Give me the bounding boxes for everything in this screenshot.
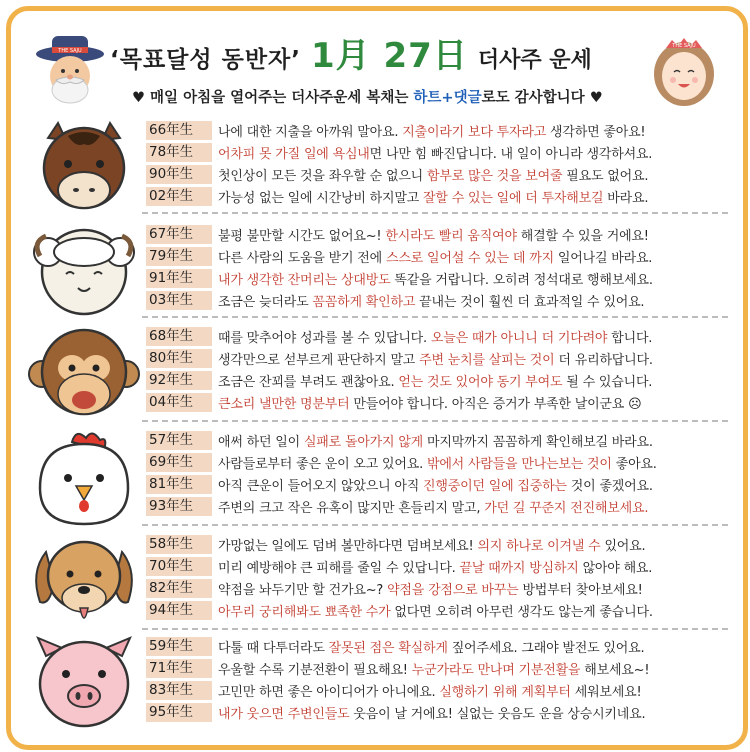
birth-year: 83年生 bbox=[146, 681, 212, 700]
dog-icon bbox=[28, 532, 140, 632]
fortune-text: 어차피 못 가질 일에 욕심내면 나만 힘 빠진답니다. 내 일이 아니라 생각하셔요. bbox=[218, 146, 653, 162]
pig-icon bbox=[28, 634, 140, 734]
birth-year: 79年生 bbox=[146, 247, 212, 266]
rooster-icon bbox=[28, 428, 140, 528]
fortune-section-horse bbox=[28, 118, 728, 218]
fortune-text: 주변의 크고 작은 유혹이 많지만 흔들리지 말고, 가던 길 꾸준지 전진해보세요. bbox=[218, 500, 649, 516]
birth-year: 80年生 bbox=[146, 349, 212, 368]
title-prefix: ‘목표달성 동반자’ bbox=[110, 47, 302, 73]
birth-year: 67年生 bbox=[146, 225, 212, 244]
fortune-row bbox=[146, 658, 649, 678]
title-date: 1月 27日 bbox=[311, 36, 468, 76]
birth-year: 90年生 bbox=[146, 165, 212, 184]
fortune-text: 가능성 없는 일에 시간낭비 하지말고 잘할 수 있는 일에 더 투자해보길 바라요. bbox=[218, 190, 649, 206]
fortune-text: 큰소리 낼만한 명분부터 만들어야 합니다. 아직은 증거가 부족한 날이군요 ☹ bbox=[218, 396, 642, 412]
fortune-text: 조금은 잔꾀를 부려도 괜찮아요. 얻는 것도 있어야 동기 부여도 될 수 있습니다. bbox=[218, 374, 653, 390]
fortune-text: 고민만 하면 좋은 아이디어가 아니에요. 실행하기 위해 계획부터 세워보세요! bbox=[218, 684, 642, 700]
section-divider bbox=[142, 524, 728, 526]
birth-year: 69年生 bbox=[146, 453, 212, 472]
fortune-row bbox=[146, 430, 653, 450]
fortune-row bbox=[146, 326, 652, 346]
birth-year: 82年生 bbox=[146, 579, 212, 598]
fortune-text: 아무리 궁리해봐도 뾰족한 수가 없다면 오히려 아무런 생각도 않는게 좋습니다. bbox=[218, 604, 653, 620]
fortune-row bbox=[146, 556, 652, 576]
monkey-icon bbox=[28, 324, 140, 424]
fortune-text: 내가 생각한 잔머리는 상대방도 똑같을 거랍니다. 오히려 정석대로 행해보세요. bbox=[218, 272, 653, 288]
birth-year: 57年生 bbox=[146, 431, 212, 450]
section-divider bbox=[142, 316, 728, 318]
fortune-section-monkey bbox=[28, 324, 728, 424]
fortune-row bbox=[146, 268, 653, 288]
fortune-text: 내가 웃으면 주변인들도 웃음이 날 거에요! 실없는 웃음도 운을 상승시키네요. bbox=[218, 706, 646, 722]
birth-year: 91年生 bbox=[146, 269, 212, 288]
fortune-section-pig bbox=[28, 634, 728, 734]
fortune-row bbox=[146, 392, 641, 412]
fortune-text: 조금은 늦더라도 꼼꼼하게 확인하고 끝내는 것이 훨씬 더 효과적일 수 있어요. bbox=[218, 294, 645, 310]
birth-year: 04年生 bbox=[146, 393, 212, 412]
header bbox=[0, 0, 750, 110]
birth-year: 92年生 bbox=[146, 371, 212, 390]
subtitle-before: ♥ 매일 아침을 열어주는 더사주운세 복채는 bbox=[132, 90, 414, 106]
subtitle-after: 로도 감사합니다 ♥ bbox=[481, 90, 603, 106]
section-divider bbox=[142, 628, 728, 630]
birth-year: 68年生 bbox=[146, 327, 212, 346]
fortune-row bbox=[146, 246, 652, 266]
fortune-row bbox=[146, 534, 645, 554]
birth-year: 81年生 bbox=[146, 475, 212, 494]
birth-year: 66年生 bbox=[146, 121, 212, 140]
fortune-teller-man-icon bbox=[34, 34, 106, 106]
fortune-text: 나에 대한 지출을 아까워 말아요. 지출이라기 보다 투자라고 생각하면 좋아요! bbox=[218, 124, 646, 140]
fortune-row bbox=[146, 370, 652, 390]
right-badge-text: THE SAJU bbox=[672, 43, 696, 49]
fortune-text: 미리 예방해야 큰 피해를 줄일 수 있답니다. 끝날 때까지 방심하지 않아야 해요. bbox=[218, 560, 653, 576]
fortune-row bbox=[146, 680, 642, 700]
birth-year: 95年生 bbox=[146, 703, 212, 722]
fortune-text: 첫인상이 모든 것을 좌우할 순 없으니 함부로 많은 것을 보여줄 필요도 없어요. bbox=[218, 168, 649, 184]
fortune-section-sheep bbox=[28, 222, 728, 322]
fortune-row bbox=[146, 496, 648, 516]
page-title bbox=[110, 28, 670, 76]
section-divider bbox=[142, 212, 728, 214]
fortune-text: 사람들로부터 좋은 운이 오고 있어요. 밖에서 사람들을 만나는보는 것이 좋아요. bbox=[218, 456, 657, 472]
fortune-row bbox=[146, 702, 645, 722]
fortune-row bbox=[146, 636, 644, 656]
fortune-row bbox=[146, 290, 644, 310]
fortune-row bbox=[146, 142, 652, 162]
birth-year: 02年生 bbox=[146, 187, 212, 206]
fortune-text: 불평 불만할 시간도 없어요~! 한시라도 빨리 움직여야 해결할 수 있을 거에요! bbox=[218, 228, 649, 244]
fortune-text: 다툴 때 다투더라도 잘못된 점은 확실하게 짚어주세요. 그래야 발전도 있어요. bbox=[218, 640, 645, 656]
fortune-section-dog bbox=[28, 532, 728, 632]
horse-icon bbox=[28, 118, 140, 218]
fortune-row bbox=[146, 474, 653, 494]
birth-year: 58年生 bbox=[146, 535, 212, 554]
section-divider bbox=[142, 420, 728, 422]
fortune-row bbox=[146, 578, 643, 598]
birth-year: 93年生 bbox=[146, 497, 212, 516]
fortune-row bbox=[146, 120, 645, 140]
fortune-row bbox=[146, 600, 653, 620]
birth-year: 78年生 bbox=[146, 143, 212, 162]
birth-year: 70年生 bbox=[146, 557, 212, 576]
fortune-row bbox=[146, 224, 649, 244]
title-suffix: 더사주 운세 bbox=[477, 48, 592, 73]
fortune-text: 우울할 수록 기분전환이 필요해요! 누군가라도 만나며 기분전활을 해보세요~! bbox=[218, 662, 650, 678]
subtitle-highlight: 하트+댓글 bbox=[413, 90, 482, 106]
fortune-text: 때를 맞추어야 성과를 볼 수 있답니다. 오늘은 때가 아니니 더 기다려야 합니다. bbox=[218, 330, 653, 346]
fortune-row bbox=[146, 164, 648, 184]
fortune-text: 생각만으로 섣부르게 판단하지 말고 주변 눈치를 살피는 것이 더 유리하답니다. bbox=[218, 352, 653, 368]
fortune-section-rooster bbox=[28, 428, 728, 528]
birth-year: 71年生 bbox=[146, 659, 212, 678]
fortune-text: 약점을 놔두기만 할 건가요~? 약점을 강점으로 바꾸는 방법부터 찾아보세요! bbox=[218, 582, 643, 598]
birth-year: 94年生 bbox=[146, 601, 212, 620]
fortune-row bbox=[146, 186, 648, 206]
fortune-text: 애써 하던 일이 실패로 돌아가지 않게 마지막까지 꼼꼼하게 확인해보길 바라요. bbox=[218, 434, 653, 450]
fortune-teller-woman-icon bbox=[648, 34, 720, 108]
birth-year: 59年生 bbox=[146, 637, 212, 656]
subtitle bbox=[132, 86, 632, 107]
fortune-row bbox=[146, 452, 657, 472]
fortune-text: 다른 사람의 도움을 받기 전에 스스로 일어설 수 있는 데 까지 일어나길 바라요. bbox=[218, 250, 653, 266]
fortune-text: 가망없는 일에도 덤벼 볼만하다면 덤벼보세요! 의지 하나로 이겨낼 수 있어요. bbox=[218, 538, 646, 554]
left-badge-text: THE SAJU bbox=[58, 48, 82, 54]
fortune-row bbox=[146, 348, 653, 368]
birth-year: 03年生 bbox=[146, 291, 212, 310]
fortune-text: 아직 큰운이 들어오지 않았으니 아직 진행중이던 일에 집중하는 것이 좋겠어요. bbox=[218, 478, 653, 494]
sheep-icon bbox=[28, 222, 140, 322]
